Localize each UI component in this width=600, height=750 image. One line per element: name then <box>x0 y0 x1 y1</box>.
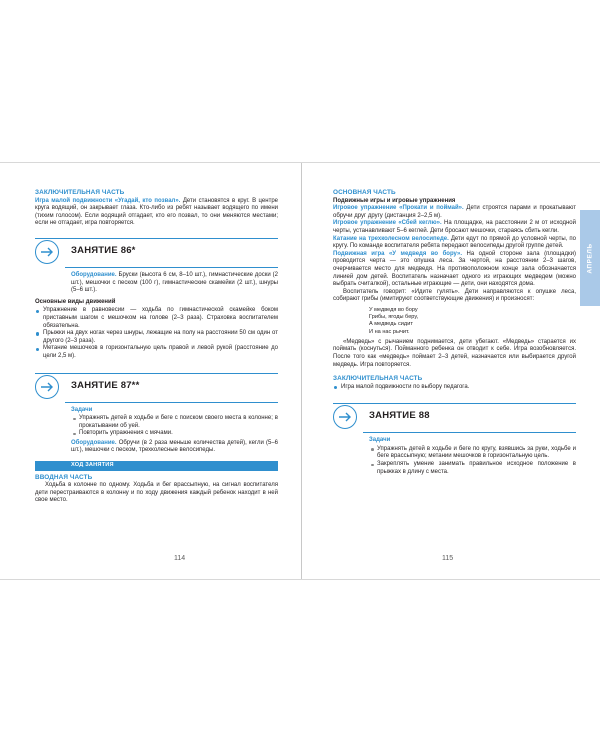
tasks-list <box>369 446 576 476</box>
exercise-text: На одной стороне зала (площадки) проводится черта — это опушка леса. За чертой, на расстоянии 2–3 шагов, очерчивается место для медведя. На противоположном конце зала обозначается линией дом детей. Воспитатель назначает одного из играющих медведем (можно выбрать считалкой), остальные играющие — дети, они находятся дома. <box>333 250 576 288</box>
exercise-paragraph <box>333 236 576 251</box>
list-item: Закреплять умение занимать правильное исходное положение в прыжках в длину с места. <box>369 461 576 476</box>
page-number-left: 114 <box>174 555 186 562</box>
equipment-paragraph <box>35 272 278 295</box>
right-page <box>333 189 576 476</box>
list-item: Метание мешочков в горизонтальную цель правой и левой рукой (расстояние до цели 2,5 м). <box>35 345 278 360</box>
month-side-tab <box>580 210 600 306</box>
section-heading-intro: ВВОДНАЯ ЧАСТЬ <box>35 473 93 481</box>
divider <box>363 432 576 433</box>
arrow-right-icon <box>35 240 59 264</box>
exercise-text: Дети едут по прямой до условной черты, по кругу. По команде воспитателя ребята передают велосипеды другой группе детей. <box>333 235 576 250</box>
exercise-title: Игровое упражнение «Прокати и поймай». <box>333 205 464 212</box>
tasks-heading: Задачи <box>71 406 93 413</box>
final-list <box>333 384 576 392</box>
section-heading-main: ОСНОВНАЯ ЧАСТЬ <box>333 189 396 196</box>
moves-heading: Основные виды движений <box>35 298 116 305</box>
exercise-paragraph <box>333 205 576 220</box>
left-page <box>35 189 278 505</box>
lesson-header-88 <box>333 403 576 433</box>
list-item: Прыжки на двух ногах через шнуры, лежащие на полу на расстоянии 50 см один от другого (2–3 раза). <box>35 330 278 345</box>
arrow-right-icon <box>333 405 357 429</box>
divider <box>65 402 278 403</box>
exercise-text: Дети строятся парами и прокатывают обручи друг другу (дистанция 2–2,5 м). <box>333 205 577 219</box>
games-heading: Подвижные игры и игровые упражнения <box>333 197 456 204</box>
book-spread <box>0 162 600 580</box>
tasks-heading: Задачи <box>369 437 391 444</box>
lesson-header-87 <box>35 373 278 403</box>
exercise-paragraph-2: Воспитатель говорит: «Идите гулять». Дети направляются к опушке леса, собирают грибы (имитируют соответствующие движения) и произносят: <box>333 288 576 303</box>
poem-line: Грибы, ягоды беру, <box>369 314 419 321</box>
equipment-text: Обручи (в 2 раза меньше количества детей), кегли (5–6 шт.), мешочки с песком, трехколесные велосипеды. <box>71 439 278 454</box>
list-item: Упражнение в равновесии — ходьба по гимнастической скамейке боком приставным шагом с мешочком на голове (2–3 раза). Страховка воспитателем обязательна. <box>35 307 278 330</box>
gutter <box>301 163 302 579</box>
exercise-text: На площадке, на расстоянии 2 м от исходной черты, устанавливают 5–6 кеглей. Дети бросают мешочки, стараясь сбить кегли. <box>333 220 576 234</box>
exercise-paragraph-3: «Медведь» с рычанием поднимается, дети убегают. «Медведь» старается их поймать (коснуться). Пойманного ребенка он отводит к себе. Игра возобновляется. После того как «медведь» поймает 2–3 детей, назначается или выбирается другой медведь. Игра повторяется. <box>333 338 576 368</box>
lesson-title: ЗАНЯТИЕ 88 <box>369 410 430 422</box>
arrow-right-icon <box>35 375 59 399</box>
game-text: Дети становятся в круг. В центре круга водящий, он закрывает глаза. Кто-либо из ребят называет водящего по имени (тихим голосом). Если водящий отгадает, кто его позвал, то они меняются местами; если не отгадает, игра повторяется. <box>35 197 278 227</box>
lesson-title: ЗАНЯТИЕ 86* <box>71 244 136 256</box>
section-heading-final: ЗАКЛЮЧИТЕЛЬНАЯ ЧАСТЬ <box>35 189 125 196</box>
moves-list <box>35 307 278 360</box>
poem-line: А медведь сидит <box>369 321 413 328</box>
tasks-list <box>71 415 278 438</box>
equipment-label: Оборудование. <box>71 439 117 446</box>
exercise-title: Катание на трехколесном велосипеде. <box>333 235 449 242</box>
divider <box>333 403 576 404</box>
equipment-paragraph <box>71 440 278 455</box>
page-number-right: 115 <box>442 555 454 562</box>
exercise-title: Подвижная игра «У медведя во бору». <box>333 250 463 257</box>
divider <box>35 238 278 239</box>
intro-paragraph: Ходьба в колонне по одному. Ходьба и бег врассыпную, на сигнал воспитателя дети перестраиваются в колонну и по ходу движения каждый ребенок находит в ней свое место. <box>35 482 278 504</box>
poem <box>333 307 576 336</box>
exercise-title: Игровое упражнение «Сбей кеглю». <box>333 220 442 227</box>
list-item: Упражнять детей в ходьбе и беге по кругу, взявшись за руки, ходьбе и беге врассыпную; метании мешочков в горизонтальную цель. <box>369 446 576 461</box>
section-heading-final: ЗАКЛЮЧИТЕЛЬНАЯ ЧАСТЬ <box>333 375 423 383</box>
poem-line: У медведя во бору <box>369 306 418 313</box>
poem-line: И на нас рычит. <box>369 328 410 335</box>
equipment-text: Бруски (высота 6 см, 8–10 шт.), гимнастические доски (2 шт.), мешочки с песком (100 г), гимнастические скамейки (2 шт.), шнуры (5–6 шт.). <box>71 271 278 294</box>
divider <box>35 373 278 374</box>
list-item: Упражнять детей в ходьбе и беге с поиском своего места в колонне; в прокатывании об уей. <box>71 415 278 430</box>
side-tab-label: АПРЕЛЬ <box>586 242 594 274</box>
exercise-paragraph <box>333 220 576 235</box>
lesson-header-86 <box>35 238 278 268</box>
lesson-title: ЗАНЯТИЕ 87** <box>71 379 140 391</box>
exercise-paragraph <box>333 251 576 289</box>
equipment-label: Оборудование. <box>71 271 117 278</box>
list-item: Повторить упражнения с мячами. <box>71 430 278 438</box>
divider <box>65 267 278 268</box>
lesson-progress-bar: ХОД ЗАНЯТИЯ <box>35 461 278 471</box>
game-title: Игра малой подвижности «Угадай, кто позвал». <box>35 197 181 204</box>
list-item: Игра малой подвижности по выбору педагога. <box>333 384 576 392</box>
game-paragraph <box>35 198 278 228</box>
